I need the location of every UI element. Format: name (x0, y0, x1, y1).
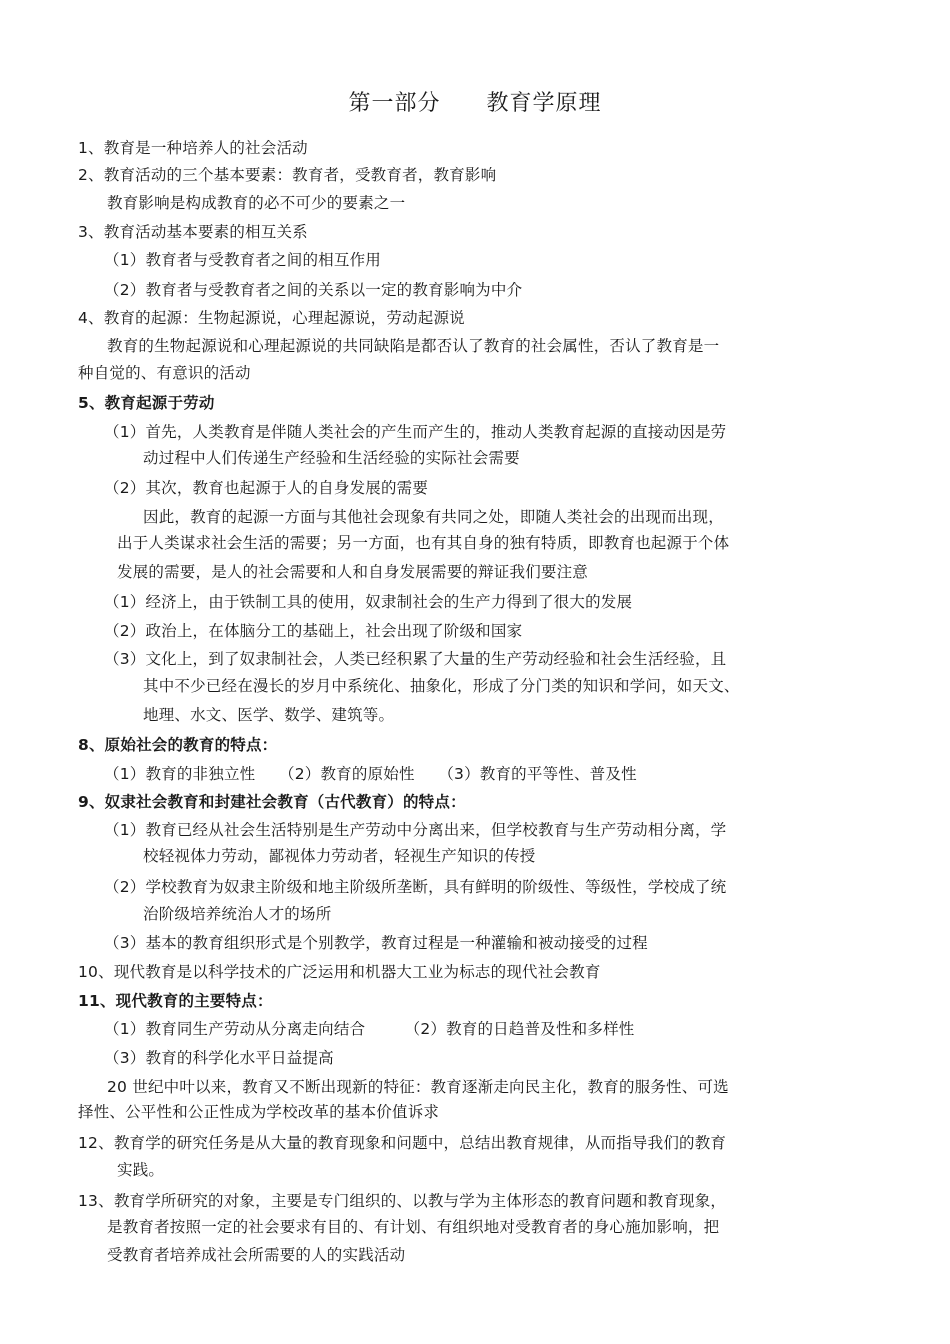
text-line: （1）教育者与受教育者之间的相互作用 (104, 251, 381, 269)
text-line: 受教育者培养成社会所需要的人的实践活动 (107, 1246, 406, 1264)
text-line: （2）政治上，在体脑分工的基础上，社会出现了阶级和国家 (104, 622, 523, 640)
text-line: （1）经济上，由于铁制工具的使用，奴隶制社会的生产力得到了很大的发展 (104, 593, 633, 611)
text-line: （3）教育的科学化水平日益提高 (104, 1049, 334, 1067)
text-line: （3）基本的教育组织形式是个别教学，教育过程是一种灌输和被动接受的过程 (104, 934, 648, 952)
text-line: 因此，教育的起源一方面与其他社会现象有共同之处，即随人类社会的出现而出现， (143, 508, 724, 526)
text-line: 11、现代教育的主要特点： (78, 992, 273, 1010)
text-line: 地理、水文、医学、数学、建筑等。 (143, 706, 395, 724)
text-line: 12、教育学的研究任务是从大量的教育现象和问题中，总结出教育规律，从而指导我们的教育 (78, 1134, 727, 1152)
text-line: 20 世纪中叶以来，教育又不断出现新的特征：教育逐渐走向民主化，教育的服务性、可选 (107, 1078, 729, 1096)
text-line: 出于人类谋求社会生活的需要；另一方面，也有其自身的独有特质，即教育也起源于个体 (117, 534, 730, 552)
text-line: 教育的生物起源说和心理起源说的共同缺陷是都否认了教育的社会属性，否认了教育是一 (107, 337, 720, 355)
text-line: 4、教育的起源：生物起源说，心理起源说，劳动起源说 (78, 309, 465, 327)
text-line: 2、教育活动的三个基本要素：教育者，受教育者，教育影响 (78, 166, 497, 184)
text-line: 8、原始社会的教育的特点： (78, 736, 278, 754)
text-line: （1）首先，人类教育是伴随人类社会的产生而产生的，推动人类教育起源的直接动因是劳 (104, 423, 727, 441)
text-line: 发展的需要，是人的社会需要和人和自身发展需要的辩证我们要注意 (117, 563, 589, 581)
text-line: （1）教育同生产劳动从分离走向结合 （2）教育的日趋普及性和多样性 (104, 1020, 635, 1038)
text-line: （1）教育已经从社会生活特别是生产劳动中分离出来，但学校教育与生产劳动相分离，学 (104, 821, 727, 839)
text-line: 13、教育学所研究的对象，主要是专门组织的、以教与学为主体形态的教育问题和教育现象， (78, 1192, 727, 1210)
text-line: （3）文化上，到了奴隶制社会，人类已经积累了大量的生产劳动经验和社会生活经验，且 (104, 650, 727, 668)
text-line: （2）其次，教育也起源于人的自身发展的需要 (104, 479, 429, 497)
text-line: 校轻视体力劳动，鄙视体力劳动者，轻视生产知识的传授 (143, 847, 536, 865)
text-line: （2）教育者与受教育者之间的关系以一定的教育影响为中介 (104, 281, 523, 299)
text-line: 治阶级培养统治人才的场所 (143, 905, 332, 923)
text-line: 5、教育起源于劳动 (78, 394, 215, 412)
text-line: （1）教育的非独立性 （2）教育的原始性 （3）教育的平等性、普及性 (104, 765, 637, 783)
text-line: 其中不少已经在漫长的岁月中系统化、抽象化，形成了分门类的知识和学问，如天文、 (143, 677, 740, 695)
text-line: 9、奴隶社会教育和封建社会教育（古代教育）的特点： (78, 793, 466, 811)
text-line: 10、现代教育是以科学技术的广泛运用和机器大工业为标志的现代社会教育 (78, 963, 601, 981)
text-line: 种自觉的、有意识的活动 (78, 364, 251, 382)
text-line: 择性、公平性和公正性成为学校改革的基本价值诉求 (78, 1103, 440, 1121)
text-line: 1、教育是一种培养人的社会活动 (78, 139, 308, 157)
text-line: 教育影响是构成教育的必不可少的要素之一 (107, 194, 406, 212)
page-title: 第一部分 教育学原理 (348, 91, 602, 116)
text-line: （2）学校教育为奴隶主阶级和地主阶级所垄断，具有鲜明的阶级性、等级性，学校成了统 (104, 878, 727, 896)
text-line: 3、教育活动基本要素的相互关系 (78, 223, 308, 241)
text-line: 是教育者按照一定的社会要求有目的、有计划、有组织地对受教育者的身心施加影响，把 (107, 1218, 720, 1236)
text-line: 动过程中人们传递生产经验和生活经验的实际社会需要 (143, 449, 520, 467)
text-line: 实践。 (117, 1161, 165, 1179)
